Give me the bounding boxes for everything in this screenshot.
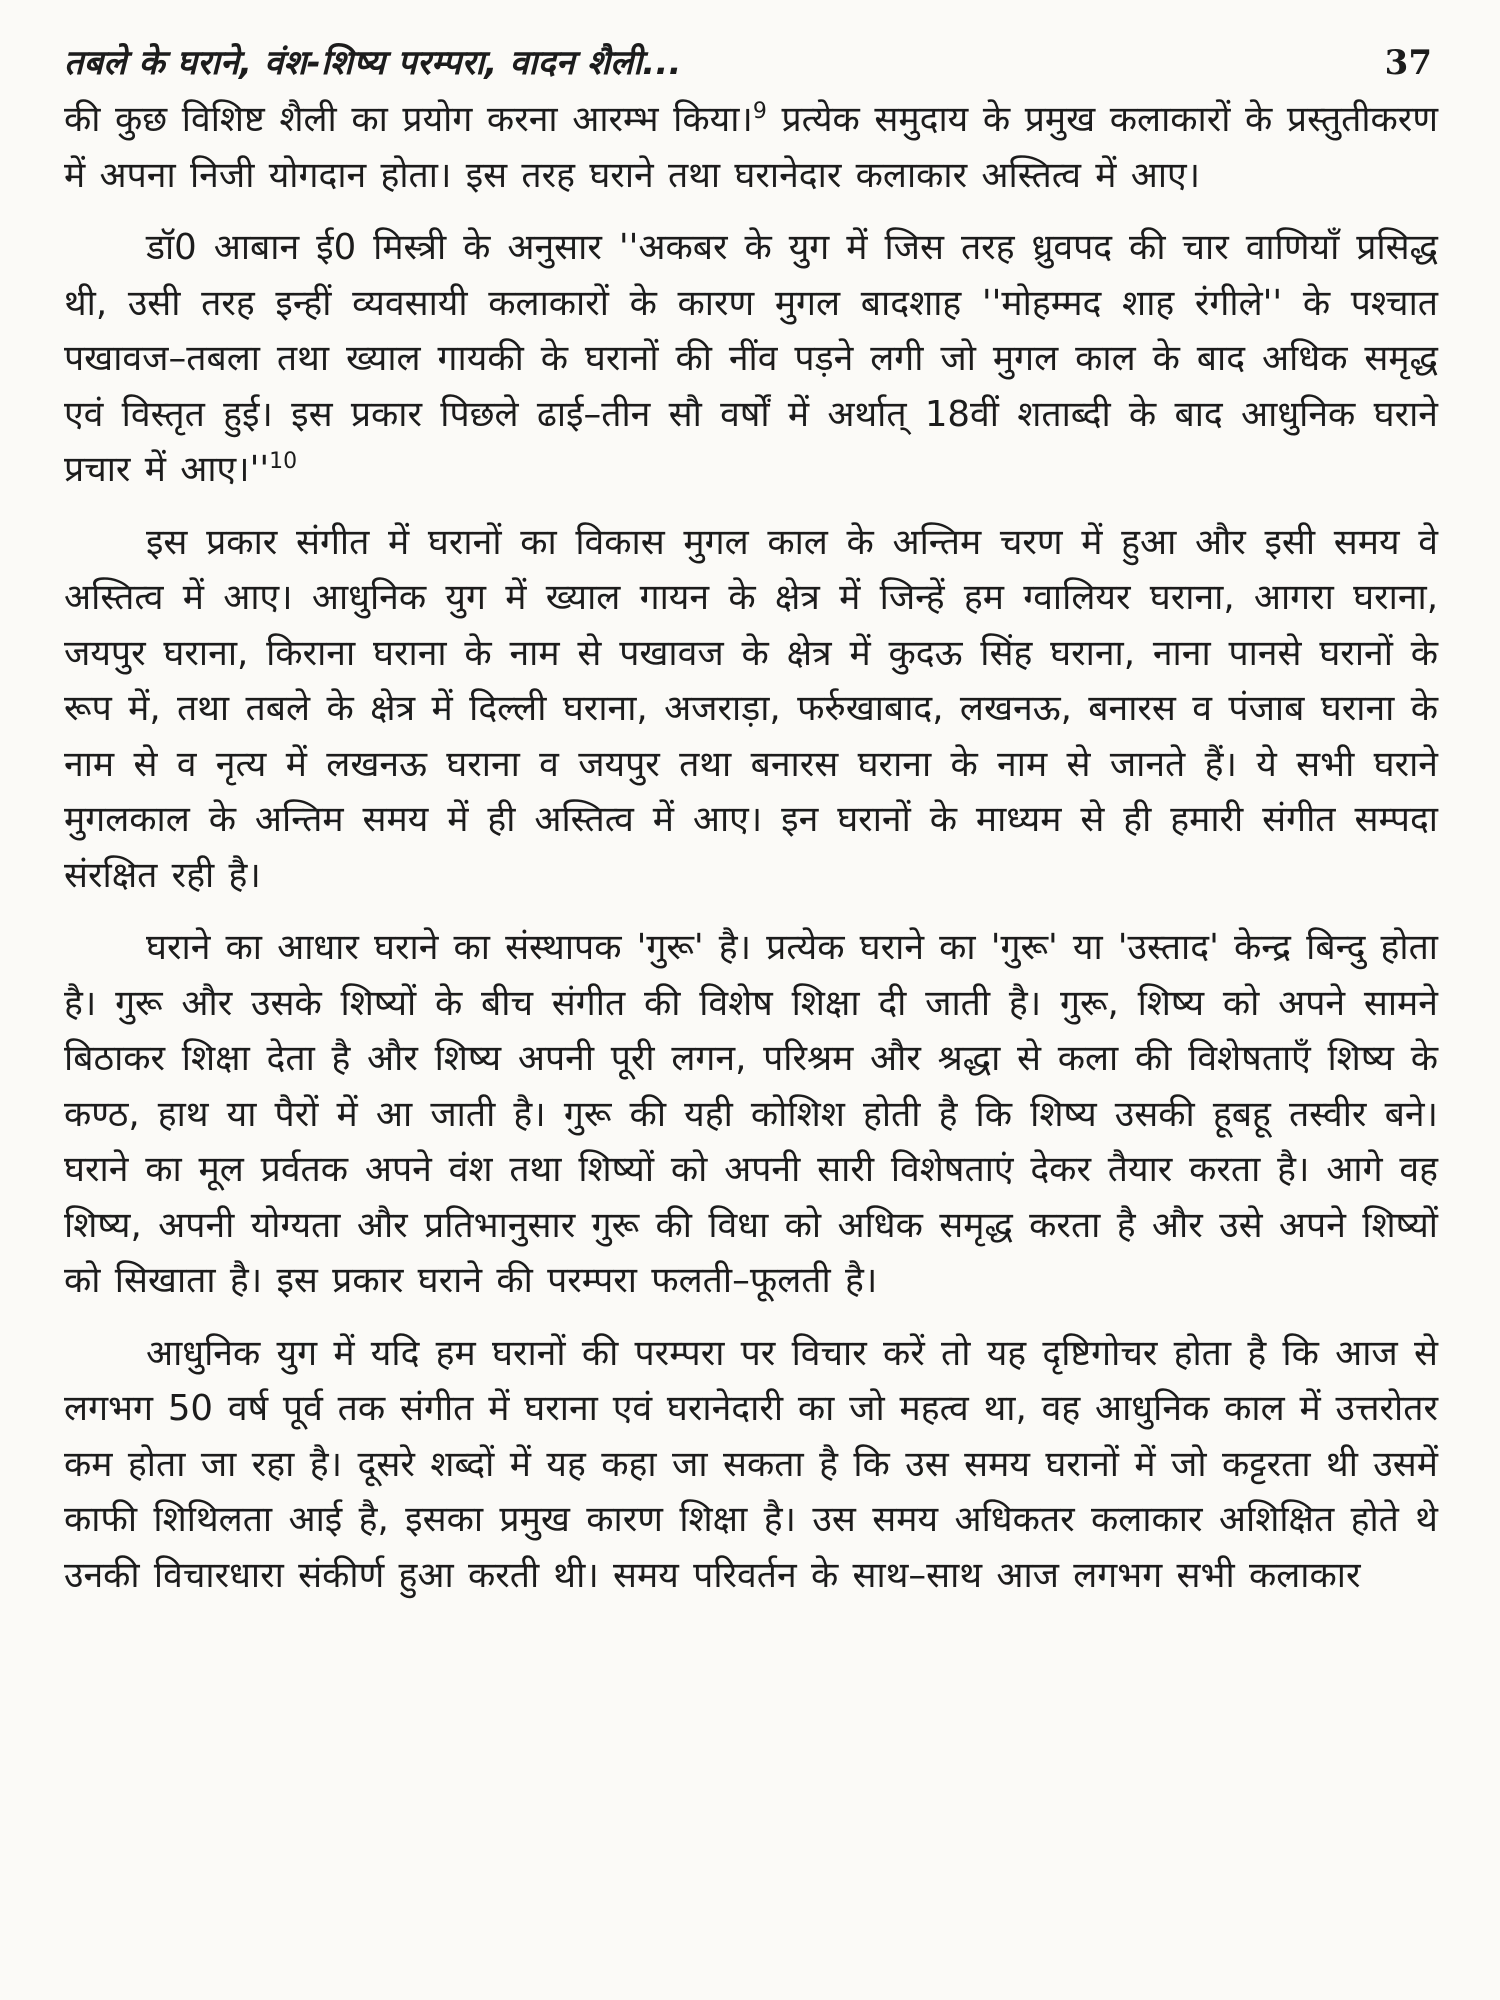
paragraph-text: डॉ0 आबान ई0 मिस्त्री के अनुसार ''अकबर के युग में जिस तरह ध्रुवपद की चार वाणियाँ प्रसिद्ध थी, उसी तरह इन्हीं व्यवसायी कलाकारों के कारण मुगल बादशाह ''मोहम्मद शाह रंगीले'' के पश्चात पखावज–तबला तथा ख्याल गायकी के घरानों की नींव पड़ने लगी जो मुगल काल के बाद अधिक समृद्ध एवं विस्तृत हुई। इस प्रकार पिछले ढाई–तीन सौ वर्षों में अर्थात् 18वीं शताब्दी के बाद आधुनिक घराने प्रचार में आए।'' [64,227,1438,490]
paragraph-4 [64,920,1438,1309]
page-number: 37 [1384,43,1432,83]
paragraph-text: आधुनिक युग में यदि हम घरानों की परम्परा पर विचार करें तो यह दृष्टिगोचर होता है कि आज से लगभग 50 वर्ष पूर्व तक संगीत में घराना एवं घरानेदारी का जो महत्व था, वह आधुनिक काल में उत्तरोतर कम होता जा रहा है। दूसरे शब्दों में यह कहा जा सकता है कि उस समय घरानों में जो कट्टरता थी उसमें काफी शिथिलता आई है, इसका प्रमुख कारण शिक्षा है। उस समय अधिकतर कलाकार अशिक्षित होते थे उनकी विचारधारा संकीर्ण हुआ करती थी। समय परिवर्तन के साथ–साथ आज लगभग सभी कलाकार [64,1332,1438,1596]
paragraph-text-continued: प्रत्येक समुदाय के प्रमुख कलाकारों के प्रस्तुतीकरण में अपना निजी योगदान होता। इस तरह घराने तथा घरानेदार कलाकार अस्तित्व में आए। [64,99,1438,196]
footnote-marker: 9 [752,99,767,125]
footnote-marker: 10 [269,449,298,475]
running-title: तबले के घराने, वंश-शिष्य परम्परा, वादन शैली... [64,43,682,83]
paragraph-2 [64,220,1438,498]
paragraph-3 [64,515,1438,904]
paragraph-text: इस प्रकार संगीत में घरानों का विकास मुगल काल के अन्तिम चरण में हुआ और इसी समय वे अस्तित्व में आए। आधुनिक युग में ख्याल गायन के क्षेत्र में जिन्हें हम ग्वालियर घराना, आगरा घराना, जयपुर घराना, किराना घराना के नाम से पखावज के क्षेत्र में कुदऊ सिंह घराना, नाना पानसे घरानों के रूप में, तथा तबले के क्षेत्र में दिल्ली घराना, अजराड़ा, फर्रुखाबाद, लखनऊ, बनारस व पंजाब घराना के नाम से व नृत्य में लखनऊ घराना व जयपुर तथा बनारस घराना के नाम से जानते हैं। ये सभी घराने मुगलकाल के अन्तिम समय में ही अस्तित्व में आए। इन घरानों के माध्यम से ही हमारी संगीत सम्पदा संरक्षित रही है। [64,521,1438,896]
paragraph-text: घराने का आधार घराने का संस्थापक 'गुरू' है। प्रत्येक घराने का 'गुरू' या 'उस्ताद' केन्द्र बिन्दु होता है। गुरू और उसके शिष्यों के बीच संगीत की विशेष शिक्षा दी जाती है। गुरू, शिष्य को अपने सामने बिठाकर शिक्षा देता है और शिष्य अपनी पूरी लगन, परिश्रम और श्रद्धा से कला की विशेषताएँ शिष्य के कण्ठ, हाथ या पैरों में आ जाती है। गुरू की यही कोशिश होती है कि शिष्य उसकी हूबहू तस्वीर बने। घराने का मूल प्रर्वतक अपने वंश तथा शिष्यों को अपनी सारी विशेषताएं देकर तैयार करता है। आगे वह शिष्य, अपनी योग्यता और प्रतिभानुसार गुरू की विधा को अधिक समृद्ध करता है और उसे अपने शिष्यों को सिखाता है। इस प्रकार घराने की परम्परा फलती–फूलती है। [64,927,1438,1301]
paragraph-text: की कुछ विशिष्ट शैली का प्रयोग करना आरम्भ किया। [64,99,753,140]
paragraph-1 [64,92,1438,203]
running-header [64,38,1438,84]
paragraph-5 [64,1326,1438,1604]
body-text [64,92,1438,1603]
